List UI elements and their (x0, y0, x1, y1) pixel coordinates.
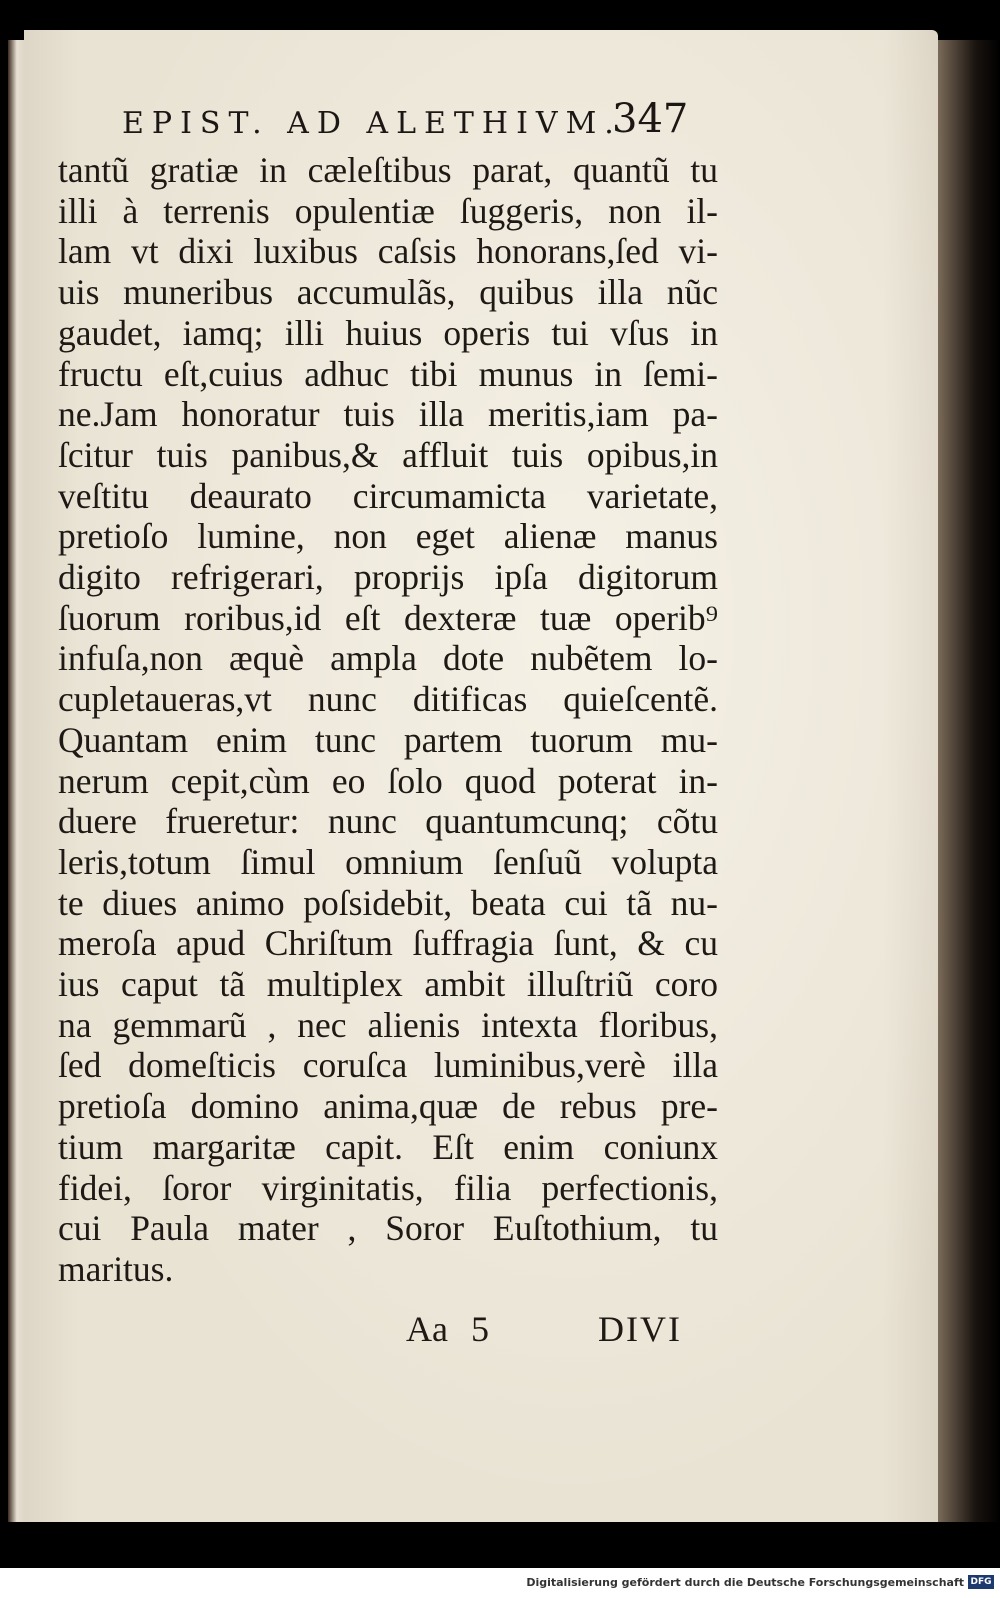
funding-credit: Digitalisierung gefördert durch die Deutsche Forschungsgemeinschaft (526, 1576, 964, 1589)
text-line: maritus. (58, 1248, 174, 1289)
page-edge-shadow (938, 40, 1000, 1522)
text-line: gaudet, iamq; illi huius operis tui vſus in (58, 312, 718, 353)
text-line: ne.Jam honoratur tuis illa meritis,iam pa- (58, 394, 718, 435)
text-line: digito refrigerari, proprijs ipſa digitorum (58, 557, 718, 598)
text-line: cui Paula mater , Soror Euſtothium, tu (58, 1208, 718, 1249)
credit-bar (0, 1568, 1000, 1598)
page-footer (400, 1308, 730, 1358)
text-line: pretioſa domino anima,quæ de rebus pre- (58, 1086, 718, 1127)
text-line: lam vt dixi luxibus caſsis honorans,ſed vi- (58, 231, 718, 272)
text-line: ſcitur tuis panibus,& affluit tuis opibus,in (58, 434, 718, 475)
text-line: na gemmarũ , nec alienis intexta floribus, (58, 1004, 718, 1045)
page-number: 347 (612, 96, 689, 142)
text-line: illi à terrenis opulentiæ ſuggeris, non il- (58, 190, 718, 231)
text-line: meroſa apud Chriſtum ſuffragia ſunt, & cu (58, 923, 718, 964)
running-head: EPIST. AD ALETHIVM. (122, 106, 622, 141)
text-line: tium margaritæ capit. Eſt enim coniunx (58, 1126, 718, 1167)
signature-mark: Aa 5 (406, 1309, 489, 1349)
text-line: fidei, ſoror virginitatis, filia perfectionis, (58, 1167, 718, 1208)
text-line: ſed domeſticis coruſca luminibus,verè illa (58, 1045, 718, 1086)
text-line: pretioſo lumine, non eget alienæ manus (58, 516, 718, 557)
dfg-logo-icon: DFG (968, 1575, 994, 1589)
catchword: DIVI (598, 1309, 682, 1349)
body-text (58, 150, 718, 1290)
text-line: te diues animo poſsidebit, beata cui tã nu- (58, 882, 718, 923)
text-line: nerum cepit,cùm eo ſolo quod poterat in- (58, 760, 718, 801)
text-line: veſtitu deaurato circumamicta varietate, (58, 475, 718, 516)
text-line: leris,totum ſimul omnium ſenſuũ volupta (58, 841, 718, 882)
text-line: Quantam enim tunc partem tuorum mu- (58, 719, 718, 760)
text-line: ſuorum roribus,id eſt dexteræ tuæ operib⁹ (58, 597, 718, 638)
text-line: tantũ gratiæ in cæleſtibus parat, quantũ tu (58, 150, 718, 190)
text-line: duere frueretur: nunc quantumcunq; cõtu (58, 801, 718, 842)
text-line: cupletaueras,vt nunc ditificas quieſcentẽ. (58, 679, 718, 720)
text-line: fructu eſt,cuius adhuc tibi munus in ſemi- (58, 353, 718, 394)
page-header (100, 96, 700, 148)
text-line: infuſa,non æquè ampla dote nubẽtem lo- (58, 638, 718, 679)
text-line: uis muneribus accumulãs, quibus illa nũc (58, 272, 718, 313)
text-line: ius caput tã multiplex ambit illuſtriũ coro (58, 964, 718, 1005)
